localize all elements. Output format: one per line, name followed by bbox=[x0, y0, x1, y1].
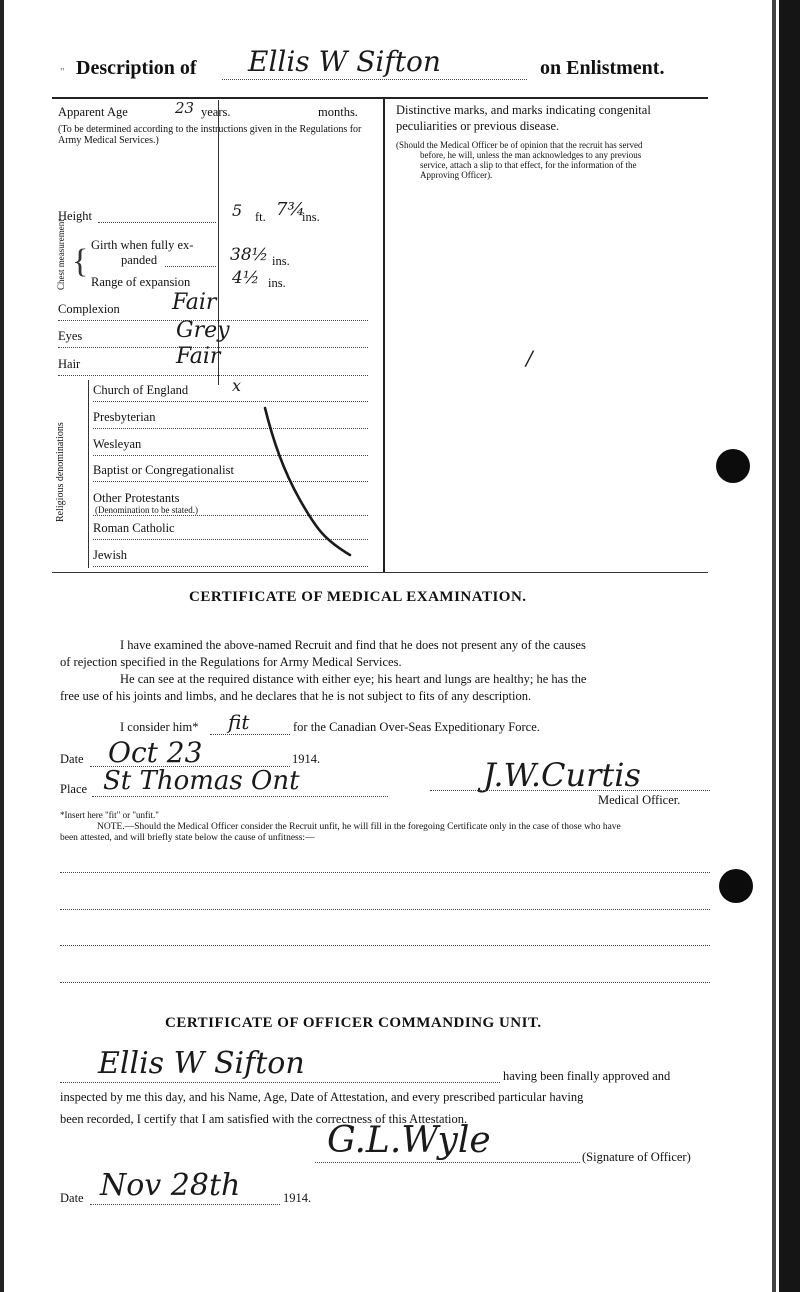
unfit-note-2: been attested, and will briefly state below the cause of unfitness:— bbox=[60, 833, 315, 843]
marks-title-1: Distinctive marks, and marks indicating congenital bbox=[396, 103, 651, 117]
age-value: 23 bbox=[175, 99, 195, 117]
religious-bracket bbox=[88, 380, 89, 568]
rel-roman-label: Roman Catholic bbox=[93, 521, 175, 535]
girth-ins-label: ins. bbox=[272, 254, 290, 268]
table-divider bbox=[383, 97, 385, 572]
commanding-title: CERTIFICATE OF OFFICER COMMANDING UNIT. bbox=[165, 1015, 542, 1031]
hair-value: Fair bbox=[176, 344, 221, 369]
unfit-note-1: NOTE.—Should the Medical Officer consider the Recruit unfit, he will fill in the foregoing Certificate only in the case of those who have bbox=[97, 822, 621, 832]
commanding-line1-suffix: having been finally approved and bbox=[503, 1069, 671, 1083]
age-label: Apparent Age bbox=[58, 105, 128, 119]
punch-hole-top bbox=[716, 449, 750, 483]
range-value: 4½ bbox=[232, 268, 260, 288]
girth-label-1: Girth when fully ex- bbox=[91, 238, 194, 252]
rel-jewish-dotline bbox=[93, 566, 368, 567]
commanding-officer-signature: G.L.Wyle bbox=[327, 1120, 491, 1161]
table-top-border bbox=[52, 97, 708, 99]
rel-wesleyan-label: Wesleyan bbox=[93, 437, 142, 451]
marks-value: / bbox=[526, 346, 533, 370]
insert-note: *Insert here "fit" or "unfit." bbox=[60, 810, 159, 820]
rel-church-mark: x bbox=[232, 376, 242, 395]
consider-suffix: for the Canadian Over-Seas Expeditionary Force. bbox=[293, 720, 540, 734]
table-bottom-border bbox=[52, 572, 708, 573]
commanding-date-dotline bbox=[90, 1204, 280, 1205]
range-label: Range of expansion bbox=[91, 275, 191, 289]
header-prefix: Description of bbox=[76, 57, 197, 79]
commanding-name-dotline bbox=[60, 1082, 500, 1083]
unfit-cause-line-2 bbox=[60, 909, 710, 910]
medical-date-value: Oct 23 bbox=[108, 736, 203, 769]
marks-note-1: (Should the Medical Officer be of opinion that the recruit has served bbox=[396, 140, 643, 150]
hair-label: Hair bbox=[58, 357, 81, 371]
religious-label: Religious denominations bbox=[55, 422, 66, 522]
medical-p1-2: of rejection specified in the Regulations for Army Medical Services. bbox=[60, 655, 402, 669]
rel-baptist-label: Baptist or Congregationalist bbox=[93, 463, 234, 477]
punch-hole-bottom bbox=[719, 869, 753, 903]
medical-place-value: St Thomas Ont bbox=[103, 766, 300, 796]
marks-title-2: peculiarities or previous disease. bbox=[396, 119, 560, 133]
commanding-signature-dotline bbox=[315, 1162, 580, 1163]
header-name: Ellis W Sifton bbox=[248, 45, 441, 78]
chest-label: Chest measurement bbox=[56, 219, 66, 290]
eyes-label: Eyes bbox=[58, 329, 83, 343]
medical-place-dotline bbox=[92, 796, 388, 797]
consider-value: fit bbox=[228, 710, 250, 734]
medical-date-year: 1914. bbox=[292, 752, 321, 766]
rel-presbyterian-label: Presbyterian bbox=[93, 410, 156, 424]
commanding-line3: been recorded, I certify that I am satisfied with the correctness of this Attestation. bbox=[60, 1112, 468, 1126]
unfit-cause-line-3 bbox=[60, 945, 710, 946]
eyes-value: Grey bbox=[176, 318, 230, 343]
commanding-name-value: Ellis W Sifton bbox=[98, 1046, 305, 1081]
medical-title: CERTIFICATE OF MEDICAL EXAMINATION. bbox=[189, 589, 527, 605]
header-name-line bbox=[222, 79, 527, 80]
ins-label: ins. bbox=[302, 210, 320, 224]
medical-date-label: Date bbox=[60, 752, 84, 766]
medical-officer-label: Medical Officer. bbox=[598, 793, 681, 807]
rel-jewish-label: Jewish bbox=[93, 548, 128, 562]
header-suffix: on Enlistment. bbox=[540, 57, 665, 79]
scan-edge-right bbox=[779, 0, 800, 1292]
chest-brace: { bbox=[72, 243, 89, 280]
age-note: (To be determined according to the instructions given in the Regulations for Army Medical Services.) bbox=[58, 124, 362, 146]
hair-dotline bbox=[58, 375, 368, 376]
complexion-value: Fair bbox=[172, 290, 217, 315]
ft-label: ft. bbox=[255, 210, 266, 224]
rel-church-label: Church of England bbox=[93, 383, 189, 397]
marks-note-4: Approving Officer). bbox=[420, 170, 493, 180]
medical-signature-dotline bbox=[430, 790, 710, 791]
range-ins-label: ins. bbox=[268, 276, 286, 290]
height-inches-value: 7¾ bbox=[276, 199, 305, 220]
unfit-cause-line-1 bbox=[60, 872, 710, 873]
commanding-line2: inspected by me this day, and his Name, Age, Date of Attestation, and every prescribed particular having bbox=[60, 1090, 584, 1104]
medical-p2-1: He can see at the required distance with either eye; his heart and lungs are healthy; he has the bbox=[120, 672, 587, 686]
marks-note-3: service, attach a slip to that effect, for the information of the bbox=[420, 160, 637, 170]
height-label: Height bbox=[58, 209, 93, 223]
marks-note-2: before, he will, unless the man acknowledges to any previous bbox=[420, 150, 642, 160]
medical-officer-signature: J.W.Curtis bbox=[483, 756, 641, 794]
height-value: 5 bbox=[232, 201, 243, 220]
years-label: years. bbox=[201, 105, 231, 119]
complexion-label: Complexion bbox=[58, 302, 120, 316]
consider-prefix: I consider him* bbox=[120, 720, 199, 734]
medical-p2-2: free use of his joints and limbs, and he declares that he is not subject to fits of any description. bbox=[60, 689, 532, 703]
height-dotline bbox=[98, 222, 216, 223]
commanding-date-label: Date bbox=[60, 1191, 84, 1205]
commanding-date-year: 1914. bbox=[283, 1191, 312, 1205]
girth-dotline bbox=[165, 266, 216, 267]
unfit-cause-line-4 bbox=[60, 982, 710, 983]
rel-ditto-stroke bbox=[255, 400, 365, 560]
girth-label-2: panded bbox=[121, 253, 158, 267]
commanding-officer-label: (Signature of Officer) bbox=[582, 1150, 691, 1164]
commanding-date-value: Nov 28th bbox=[100, 1168, 241, 1203]
rel-other-note: (Denomination to be stated.) bbox=[95, 505, 198, 515]
rel-other-label: Other Protestants bbox=[93, 491, 180, 505]
girth-value: 38½ bbox=[230, 245, 269, 265]
header-mark: " bbox=[60, 66, 65, 78]
medical-place-label: Place bbox=[60, 782, 88, 796]
scan-edge-left bbox=[0, 0, 4, 1292]
medical-p1-1: I have examined the above-named Recruit and find that he does not present any of the causes bbox=[120, 638, 586, 652]
months-label: months. bbox=[318, 105, 358, 119]
scan-edge-right-inner bbox=[772, 0, 776, 1292]
consider-dotline bbox=[210, 734, 290, 735]
